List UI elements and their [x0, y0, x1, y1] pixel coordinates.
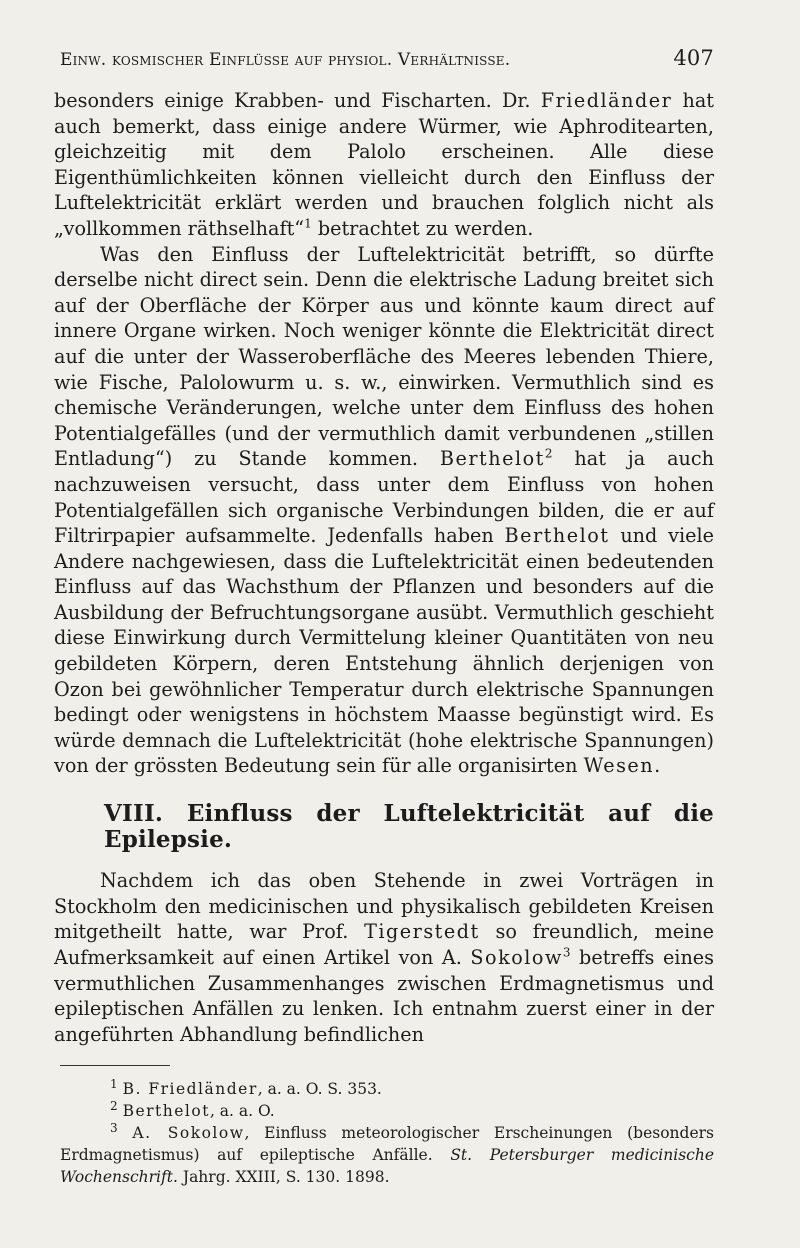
footnote-1: [110, 1078, 714, 1100]
footnote-mark: 1: [110, 1077, 118, 1092]
text-run: hat ja auch nachzuweisen versucht, dass unter dem Einfluss von hohen Potentialgefällen sich organische Verbindungen bilden, die er auf Filtrirpapier aufsammelte. Jedenfalls haben: [54, 447, 714, 548]
person-name: Berthelot: [122, 1102, 210, 1121]
section-heading: VIII. Einfluss der Luftelektricität auf die Epilepsie.: [104, 800, 714, 853]
footnote-mark: 3: [110, 1121, 118, 1136]
footnote-ref-3[interactable]: 3: [562, 945, 571, 960]
person-name: A. Sokolow: [132, 1124, 245, 1143]
running-header: [60, 46, 714, 70]
person-name: Tigerstedt: [364, 920, 480, 944]
running-title: Einw. kosmischer Einflüsse auf physiol. Verhältnisse.: [60, 50, 511, 70]
text-run: hat auch bemerkt, dass einige andere Würmer, wie Aphroditearten, gleichzeitig mit dem Palolo erscheinen. Alle diese Eigenthümlichkeiten können vielleicht durch den Einfluss der Luftelektricität erklärt werden und brauchen folglich nicht als „vollkommen räthselhaft“: [54, 89, 715, 240]
text-run: betrachtet zu werden.: [311, 216, 534, 240]
text-run: und viele Andere nachgewiesen, dass die Luftelektricität einen bedeutenden Einfluss auf das Wachsthum der Pflanzen und besonders auf die Ausbildung der Befruchtungsorgane ausübt. Vermuthlich geschieht diese Einwirkung durch Vermittelung kleiner Quantitäten von neu gebildeten Körpern, deren Entstehung ähnlich derjenigen von Ozon bei gewöhnlicher Temperatur durch elektrische Spannungen bedingt oder wenigstens in höchstem Maasse begünstigt wird. Es würde demnach die Luftelektricität (hohe elektrische Spannungen) von der grössten Bedeutung sein für alle organisirten: [54, 524, 714, 778]
main-text: [54, 88, 714, 1047]
text-run: betreffs eines vermuthlichen Zusammenhanges zwischen Erdmagnetismus und epileptischen Anfällen zu lenken. Ich entnahm zuerst einer in der angeführten Abhandlung befindlichen: [54, 946, 714, 1046]
text-run: , Einfluss meteorologischer Erscheinungen (besonders Erdmagnetismus) auf epileptische Anfälle.: [60, 1124, 714, 1165]
person-name: Friedländer: [540, 89, 673, 112]
footnote-3: [60, 1122, 714, 1188]
person-name: Sokolow: [470, 946, 563, 969]
person-name: Berthelot: [439, 447, 545, 471]
paragraph-2: [54, 242, 714, 779]
footnote-2: [110, 1100, 714, 1122]
text-run: , a. a. O. S. 353.: [257, 1080, 382, 1099]
footnote-mark: 2: [110, 1099, 118, 1114]
footnote-divider: [60, 1065, 170, 1066]
text-run: Was den Einfluss der Luftelektricität betrifft, so dürfte derselbe nicht direct sein. Denn die elektrische Ladung breitet sich auf der Oberfläche der Körper aus und könnte kaum direct auf innere Organe wirken. Noch weniger könnte die Elektricität direct auf die unter der Wasseroberfläche des Meeres lebenden Thiere, wie Fische, Palolowurm u. s. w., einwirken. Vermuthlich sind es chemische Veränderungen, welche unter dem Einfluss des hohen Potentialgefälles (und der vermuthlich damit verbundenen „stillen Entladung“) zu Stande kommen.: [54, 242, 714, 471]
text-run: so freundlich, meine Aufmerksamkeit auf einen Artikel von A.: [54, 920, 715, 969]
journal-title: St. Petersburger medicinische Wochenschrift.: [60, 1146, 714, 1187]
person-name: B. Friedländer: [122, 1080, 258, 1099]
text-run: , a. a. O.: [209, 1102, 275, 1121]
footnote-ref-1[interactable]: 1: [304, 216, 312, 231]
text-run: .: [654, 754, 661, 778]
text-run: Jahrg. XXIII, S. 130. 1898.: [177, 1168, 390, 1187]
emphasis-word: Wesen: [583, 754, 655, 778]
text-run: besonders einige Krabben- und Fischarten. Dr.: [54, 89, 541, 112]
text-run: Nachdem ich das oben Stehende in zwei Vorträgen in Stockholm den medicinischen und physikalisch gebildeten Kreisen mitgetheilt hatte, war Prof.: [54, 869, 714, 944]
footnote-ref-2[interactable]: 2: [544, 446, 553, 461]
person-name: Berthelot: [504, 524, 610, 548]
footnotes: [54, 1078, 714, 1188]
paragraph-3: [54, 868, 714, 1047]
paragraph-1: [54, 88, 714, 242]
page-number: 407: [673, 46, 714, 70]
